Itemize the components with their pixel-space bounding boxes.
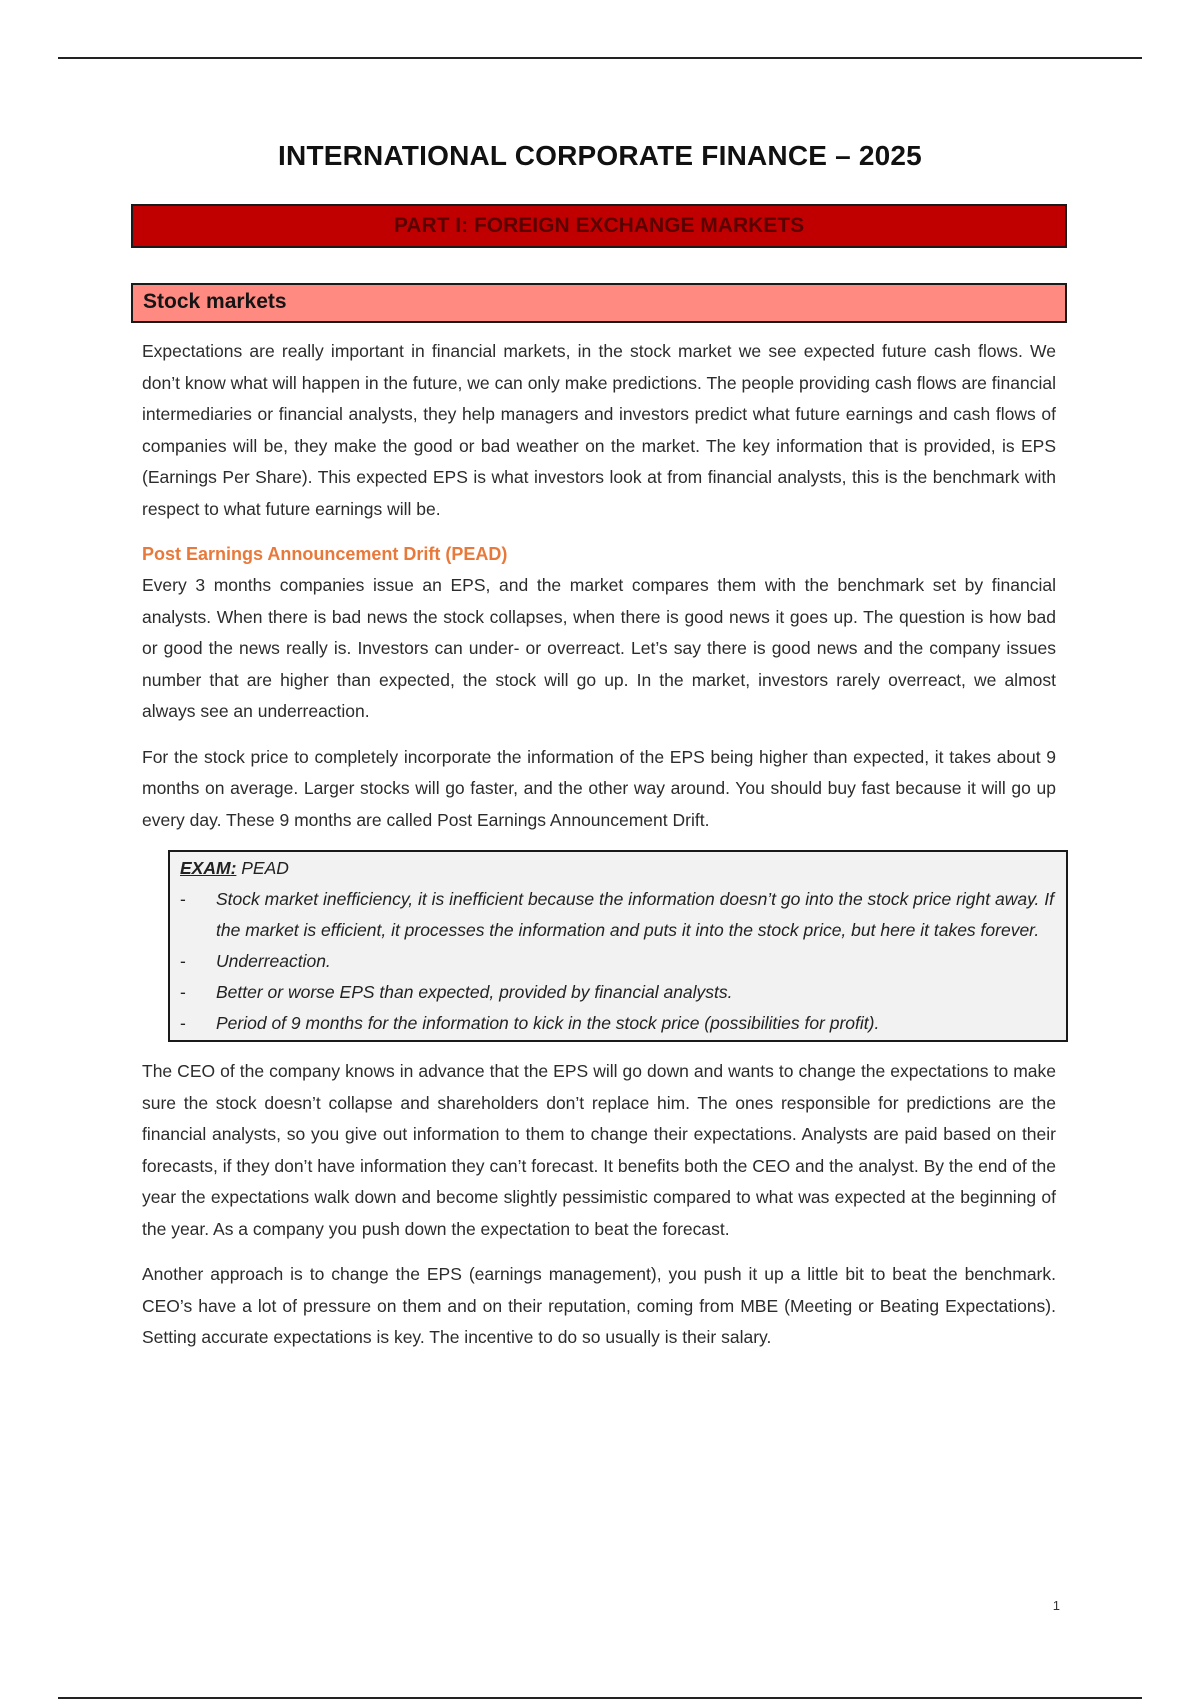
paragraph-earnings-management: Another approach is to change the EPS (earnings management), you push it up a little bit to beat the benchmark. CEO’s have a lot of pressure on them and on their reputation, coming from MBE (Meeting or Beating Expectations). Setting accurate expectations is key. The incentive to do so usually is their salary. xyxy=(142,1264,1056,1347)
exam-label: EXAM xyxy=(180,858,231,878)
page-number: 1 xyxy=(1052,1598,1060,1613)
paragraph-pead-2: For the stock price to completely incorporate the information of the EPS being higher than expected, it takes about 9 months on average. Larger stocks will go faster, and the other way around. You should buy fast because it will go up every day. These 9 months are called Post Earnings Announcement Drift. xyxy=(142,746,1056,830)
exam-box xyxy=(168,850,1068,1042)
exam-item-text: Stock market inefficiency, it is inefficient because the information doesn’t go into the stock price right away. If the market is efficient, it processes the information and puts it into the stock price, but here it takes forever. xyxy=(216,889,1054,940)
exam-item-text: Underreaction. xyxy=(216,951,331,971)
exam-list-item xyxy=(180,1008,1054,1039)
bullet-dash: - xyxy=(180,951,186,971)
paragraph-ceo: The CEO of the company knows in advance that the EPS will go down and wants to change the expectations to make sure the stock doesn’t collapse and shareholders don’t replace him. The ones responsible for predictions are the financial analysts, so you give out information to them to change their expectations. Analysts are paid based on their forecasts, if they don’t have information they can’t forecast. It benefits both the CEO and the analyst. By the end of the year the expectations walk down and become slightly pessimistic compared to what was expected at the beginning of the year. As a company you push down the expectation to beat the forecast. xyxy=(142,1061,1056,1239)
exam-topic: PEAD xyxy=(236,858,289,878)
paragraph-pead-1: Every 3 months companies issue an EPS, and the market compares them with the benchmark set by financial analysts. When there is bad news the stock collapses, when there is good news it goes up. The question is how bad or good the news really is. Investors can under- or overreact. Let’s say there is good news and the company issues number that are higher than expected, the stock will go up. In the market, investors rarely overreact, we almost always see an underreaction. xyxy=(142,575,1056,721)
document-title: INTERNATIONAL CORPORATE FINANCE – 2025 xyxy=(278,140,922,171)
exam-list-item xyxy=(180,884,1054,946)
exam-item-text: Period of 9 months for the information to kick in the stock price (possibilities for profit). xyxy=(216,1013,880,1033)
part-banner: PART I: FOREIGN EXCHANGE MARKETS xyxy=(131,204,1067,248)
bullet-dash: - xyxy=(180,982,186,1002)
exam-colon: : xyxy=(230,858,237,878)
exam-list-item xyxy=(180,946,1054,977)
header-rule xyxy=(58,57,1142,59)
pead-heading: Post Earnings Announcement Drift (PEAD) xyxy=(142,544,508,564)
section-heading: Stock markets xyxy=(131,283,1067,323)
document-body xyxy=(142,336,1056,1368)
exam-list-item xyxy=(180,977,1054,1008)
bullet-dash: - xyxy=(180,1013,186,1033)
exam-list xyxy=(180,884,1054,1039)
footer-rule xyxy=(58,1697,1142,1699)
paragraph-intro: Expectations are really important in financial markets, in the stock market we see expected future cash flows. We don’t know what will happen in the future, we can only make predictions. The people providing cash flows are financial intermediaries or financial analysts, they help managers and investors predict what future earnings and cash flows of companies will be, they make the good or bad weather on the market. The key information that is provided, is EPS (Earnings Per Share). This expected EPS is what investors look at from financial analysts, this is the benchmark with respect to what future earnings will be. xyxy=(142,341,1056,519)
exam-item-text: Better or worse EPS than expected, provided by financial analysts. xyxy=(216,982,733,1002)
exam-title xyxy=(180,853,1054,884)
bullet-dash: - xyxy=(180,889,186,909)
